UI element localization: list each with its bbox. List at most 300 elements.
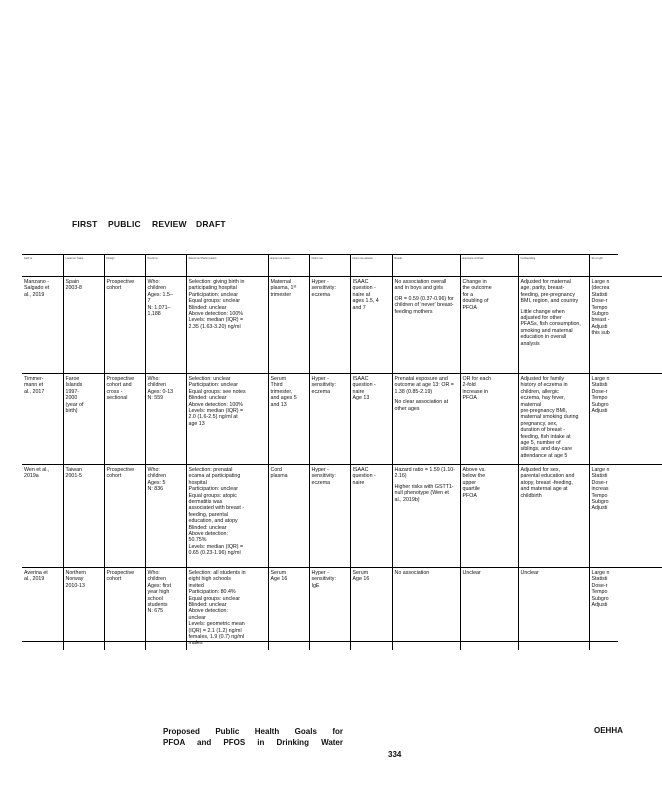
cell-text: Maternal <box>270 279 292 285</box>
cell-text: children <box>147 285 167 292</box>
cell-text: Blinded: unclear <box>188 524 227 531</box>
cell-text: Little change when <box>520 308 565 315</box>
cell-text: Age 16 <box>270 576 288 583</box>
cell-location <box>63 568 104 650</box>
cell-text: eczema <box>311 479 331 486</box>
cell-text: Tempo <box>591 304 608 311</box>
cell-text: this sub <box>591 330 610 337</box>
page-number: 334 <box>388 750 402 759</box>
cell-participants <box>145 277 186 374</box>
cell-design <box>104 374 145 465</box>
cell-text: Hyper - <box>311 570 329 576</box>
study-table <box>22 255 662 650</box>
cell-text: 2-fold <box>462 382 476 389</box>
cell-text: Who: <box>147 376 160 382</box>
cell-text: Large n <box>591 570 610 576</box>
cell-text: Dose-r <box>591 479 608 486</box>
cell-text: IgE <box>311 582 320 589</box>
cell-participants <box>145 568 186 650</box>
cell-text: question - <box>352 473 376 480</box>
cell-text: Prospective <box>106 570 135 576</box>
cell-text: ISAAC <box>352 279 369 285</box>
column-header: Str en gth <box>589 255 662 277</box>
cell-text: Prospective <box>106 376 135 382</box>
cell-text: Who: <box>147 279 160 285</box>
cell-assessment <box>350 374 392 465</box>
cell-text: adjusted for other <box>520 315 562 322</box>
cell-text: Age 16 <box>352 576 370 583</box>
cell-text: children, allergic <box>520 388 559 395</box>
cell-text: Age 13 <box>352 395 370 402</box>
cell-text: Selection: all students in <box>188 570 246 576</box>
cell-text: Wen et al., <box>24 467 50 473</box>
cell-text: 50.75% <box>188 537 207 544</box>
cell-text: cross - <box>106 388 123 395</box>
cell-contrast <box>460 277 518 374</box>
cell-text: Who: <box>147 570 160 576</box>
cell-text: children of 'never' breast- <box>394 302 454 309</box>
cell-text: Subgro <box>591 595 609 602</box>
agency-name: OEHHA <box>594 726 623 735</box>
cell-strength <box>589 374 662 465</box>
cell-text: parental education and <box>520 473 575 480</box>
cell-text: students <box>147 602 168 609</box>
cell-text: Tempo <box>591 395 608 402</box>
cell-text: Adjusted for maternal <box>520 279 571 285</box>
cell-text: age 13 <box>188 420 205 427</box>
cell-text: Adjusti <box>591 408 608 415</box>
draft-word: DRAFT <box>196 219 226 229</box>
cell-text: Equal groups: see notes <box>188 388 246 395</box>
cell-text: increase in <box>462 388 489 395</box>
cell-text: PFOA <box>462 304 477 311</box>
cell-text: children <box>147 382 167 389</box>
cell-result <box>392 568 460 650</box>
cell-location <box>63 465 104 568</box>
cell-text: childbirth <box>520 492 542 499</box>
cell-design <box>104 568 145 650</box>
cell-text: females, 1.9 (0.7) ng/ml <box>188 634 245 641</box>
cell-text: Levels: geometric mean <box>188 621 245 628</box>
cell-text: N: 836 <box>147 486 164 493</box>
cell-text: Adjusti <box>591 323 608 330</box>
cell-text: Equal groups: unclear <box>188 595 241 602</box>
cell-text: Subgro <box>591 401 609 408</box>
cell-text: Serum <box>352 570 369 576</box>
cell-author <box>22 568 63 650</box>
cell-text: OR for each <box>462 376 492 382</box>
column-header: Locati on Years <box>63 255 104 277</box>
cell-text: Levels: median (IQR) = <box>188 408 244 415</box>
cell-text: Subgro <box>591 499 609 506</box>
cell-text: for a <box>462 291 474 298</box>
cell-text: age 5, number of <box>520 440 561 447</box>
table-body <box>22 277 662 650</box>
cell-text: Equal groups: unclear <box>188 298 241 305</box>
cell-text: Blinded: unclear <box>188 395 227 402</box>
cell-text: Dose-r <box>591 298 608 305</box>
cell-confounding <box>518 568 589 650</box>
draft-word: FIRST <box>72 219 98 229</box>
cell-selection <box>186 465 268 568</box>
cell-text: sectional <box>106 395 128 402</box>
cell-text: Above vs. <box>462 467 486 473</box>
cell-text: N: 1,071– <box>147 304 171 311</box>
cell-outcome <box>309 465 350 568</box>
cell-text: al., 2019 <box>24 291 45 298</box>
cell-text: siblings, and day-care <box>520 446 573 453</box>
cell-text: and maternal age at <box>520 486 568 493</box>
cell-text: plasma, 1ˢᵗ <box>270 285 297 292</box>
cell-text: Adjusted for sex, <box>520 467 560 473</box>
cell-text: Subgro <box>591 311 609 318</box>
cell-text: Above detection: <box>188 608 228 615</box>
cell-text: Change in <box>462 279 487 285</box>
cell-text: Large n <box>591 467 610 473</box>
cell-text: birth) <box>65 408 78 415</box>
cell-text: dermatitis was <box>188 499 223 506</box>
cell-text: duration of breast - <box>520 427 565 434</box>
cell-text: PFOA <box>462 395 477 402</box>
cell-text: Taiwan <box>65 467 82 473</box>
cell-result <box>392 277 460 374</box>
cell-text: children <box>147 473 167 480</box>
cell-text: cohort <box>106 285 122 292</box>
cell-text: 2019a <box>24 473 39 480</box>
cell-text: associated with breast - <box>188 505 245 512</box>
cell-text: 2.35 (1.63-3.20) ng/ml <box>188 323 241 330</box>
column-header: Selecti on/ Partici pation <box>186 255 268 277</box>
table-row <box>22 277 662 374</box>
column-header: Pa rtic ip <box>145 255 186 277</box>
draft-header <box>72 219 226 229</box>
cell-text: feeding, pre-pregnancy <box>520 291 575 298</box>
cell-text: naire at <box>352 291 371 298</box>
column-header: Result <box>392 255 460 277</box>
cell-text: Hyper - <box>311 376 329 382</box>
cell-text: mann et <box>24 382 44 389</box>
cell-text: Above detection: 100% <box>188 311 243 318</box>
cell-text: Unclear <box>462 570 481 576</box>
cell-outcome <box>309 568 350 650</box>
cell-text: participating hospital <box>188 285 237 292</box>
cell-text: unclear <box>188 614 206 621</box>
cell-text: below the <box>462 473 486 480</box>
cell-text: 2.0 (1.6-2.5) ng/ml at <box>188 414 238 421</box>
cell-text: trimester <box>270 291 292 298</box>
cell-text: Faroe <box>65 376 80 382</box>
cell-text: BMI, region, and country <box>520 298 579 305</box>
cell-text: Third <box>270 382 283 389</box>
cell-text: smoking and maternal <box>520 327 573 334</box>
cell-text: PFASs, fish consumption, <box>520 321 581 328</box>
cell-text: Above detection: <box>188 531 228 538</box>
cell-participants <box>145 465 186 568</box>
cell-text: 2000 <box>65 395 78 402</box>
cell-text: question - <box>352 285 376 292</box>
cell-design <box>104 277 145 374</box>
cell-strength <box>589 465 662 568</box>
cell-text: Serum <box>270 570 287 576</box>
cell-text: and 7 <box>352 304 366 311</box>
cell-strength <box>589 568 662 650</box>
cell-text: education in overall <box>520 334 567 341</box>
cell-text: Adjusted for family <box>520 376 565 382</box>
cell-text: ecama at participating <box>188 473 241 480</box>
column-header: Expos ure matrix <box>268 255 309 277</box>
draft-word: PUBLIC <box>108 219 141 229</box>
table-row <box>22 465 662 568</box>
cell-text: Selection: prenatal <box>188 467 233 473</box>
table-header-row <box>22 255 662 277</box>
cell-text: Manzano - <box>24 279 50 285</box>
document-title <box>163 726 343 748</box>
table-row <box>22 374 662 465</box>
cell-text: pregnancy, sex, <box>520 420 558 427</box>
cell-text: feeding, fish intake at <box>520 433 571 440</box>
cell-text: Prospective <box>106 467 135 473</box>
cell-text: ISAAC <box>352 467 369 473</box>
cell-author <box>22 465 63 568</box>
cell-text: Prospective <box>106 279 135 285</box>
cell-text: N: 559 <box>147 395 164 402</box>
cell-text: upper <box>462 479 477 486</box>
cell-text: Tempo <box>591 589 608 596</box>
document-title-line: PFOA and PFOS in Drinking Water <box>163 738 343 747</box>
cell-text: Above detection: 100% <box>188 401 243 408</box>
cell-text: sensitivity: <box>311 285 336 292</box>
cell-confounding <box>518 277 589 374</box>
cell-assessment <box>350 465 392 568</box>
cell-text: Statisti <box>591 291 608 298</box>
cell-text: Participation: unclear <box>188 382 238 389</box>
cell-selection <box>186 277 268 374</box>
cell-participants <box>145 374 186 465</box>
cell-text: maternal smoking during <box>520 414 579 421</box>
cell-text: atopy, breast -feeding, <box>520 479 573 486</box>
cell-strength <box>589 277 662 374</box>
cell-text: Ages: 5 <box>147 479 166 486</box>
cell-author <box>22 374 63 465</box>
cell-text: eczema <box>311 291 331 298</box>
column-header: Exposure contrast <box>460 255 518 277</box>
cell-text: Statisti <box>591 473 608 480</box>
cell-text: Timmer- <box>24 376 44 382</box>
cell-text: 2.16) <box>394 473 407 480</box>
draft-word: REVIEW <box>152 219 187 229</box>
column-header: Outco me <box>309 255 350 277</box>
cell-design <box>104 465 145 568</box>
cell-text: eczema <box>311 388 331 395</box>
study-table-wrapper <box>22 254 618 647</box>
cell-text: null phenotype (Wen et <box>394 490 449 497</box>
cell-text: 0.65 (0.23-1.96) ng/ml <box>188 550 241 557</box>
cell-assessment <box>350 277 392 374</box>
cell-text: 1997- <box>65 388 80 395</box>
cell-text: Dose-r <box>591 582 608 589</box>
cell-selection <box>186 374 268 465</box>
cell-text: cohort and <box>106 382 132 389</box>
cell-selection <box>186 568 268 650</box>
cell-text: Hyper - <box>311 467 329 473</box>
cell-text: Participation: 80.4% <box>188 589 236 596</box>
cell-text: cohort <box>106 576 122 583</box>
column-header: Design <box>104 255 145 277</box>
cell-text: Tempo <box>591 492 608 499</box>
cell-text: al., 2019 <box>24 576 45 583</box>
cell-text: Selection: unclear <box>188 376 231 382</box>
cell-contrast <box>460 465 518 568</box>
cell-text: Dose-r <box>591 388 608 395</box>
cell-text: hospital <box>188 479 207 486</box>
cell-text: doubling of <box>462 298 489 305</box>
cell-text: Blinded: unclear <box>188 304 227 311</box>
cell-matrix <box>268 277 309 374</box>
cell-text: al., 2017 <box>24 388 45 395</box>
cell-text: education, and atopy <box>188 518 238 525</box>
cell-text: Serum <box>270 376 287 382</box>
cell-text: Statisti <box>591 576 608 583</box>
cell-text: quartile <box>462 486 480 493</box>
cell-text: age, parity, breast- <box>520 285 565 292</box>
cell-text: ISAAC <box>352 376 369 382</box>
cell-text: analysis <box>520 340 540 347</box>
cell-text: year high <box>147 589 170 596</box>
cell-text: al., 2019b) <box>394 496 420 503</box>
cell-text: PFOA <box>462 492 477 499</box>
cell-text: OR = 0.59 (0.37-0.96) for <box>394 295 454 302</box>
cell-text: Adjusti <box>591 505 608 512</box>
column-header: Auth or <box>22 255 63 277</box>
cell-text: history of eczema in <box>520 382 568 389</box>
cell-confounding <box>518 465 589 568</box>
cell-text: (year of <box>65 401 84 408</box>
cell-text: Equal groups: atopic <box>188 492 237 499</box>
cell-text: Participation: unclear <box>188 291 238 298</box>
cell-text: eczema, hay fever, <box>520 395 565 402</box>
cell-contrast <box>460 374 518 465</box>
cell-text: 2003-8 <box>65 285 82 292</box>
cell-text: Ages: 0-13 <box>147 388 174 395</box>
cell-location <box>63 374 104 465</box>
cell-text: Cord <box>270 467 282 473</box>
cell-text: the outcome <box>462 285 492 292</box>
cell-text: attendance at age 5 <box>520 452 568 459</box>
cell-text: 2001-5 <box>65 473 82 480</box>
cell-text: N: 675 <box>147 608 164 615</box>
cell-result <box>392 465 460 568</box>
cell-matrix <box>268 568 309 650</box>
cell-text: question - <box>352 382 376 389</box>
cell-text: maternal <box>520 401 542 408</box>
cell-text: increas <box>591 486 609 493</box>
cell-text: males <box>188 640 203 647</box>
cell-text: Salgado et <box>24 285 50 292</box>
cell-text: cohort <box>106 473 122 480</box>
cell-text: and ages 5 <box>270 395 297 402</box>
cell-result <box>392 374 460 465</box>
cell-outcome <box>309 374 350 465</box>
cell-text: school <box>147 595 163 602</box>
cell-text: 1,188 <box>147 311 161 318</box>
cell-assessment <box>350 568 392 650</box>
cell-text: plasma <box>270 473 288 480</box>
cell-text: sensitivity: <box>311 382 336 389</box>
cell-text: Blinded: unclear <box>188 602 227 609</box>
document-title-line: Proposed Public Health Goals for <box>163 727 343 736</box>
cell-text: Norway <box>65 576 84 583</box>
cell-matrix <box>268 374 309 465</box>
cell-author <box>22 277 63 374</box>
cell-text: Adjusti <box>591 602 608 609</box>
cell-text: feeding mothers <box>394 308 433 315</box>
cell-text: 1.38 (0.85-2.19) <box>394 388 433 395</box>
cell-text: Selection: giving birth in <box>188 279 245 285</box>
cell-text: naire <box>352 479 365 486</box>
cell-matrix <box>268 465 309 568</box>
cell-text: 2010-13 <box>65 582 85 589</box>
cell-text: Ages: 1.5– <box>147 291 173 298</box>
cell-text: feeding, parental <box>188 511 228 518</box>
cell-text: Levels: median (IQR) = <box>188 317 244 324</box>
cell-text: Large n <box>591 376 610 382</box>
cell-text: other ages <box>394 405 420 412</box>
cell-text: Northern <box>65 570 87 576</box>
column-header: Outco me assess. <box>350 255 392 277</box>
cell-text: invited <box>188 582 204 589</box>
cell-text: sensitivity: <box>311 576 336 583</box>
cell-text: trimester, <box>270 388 293 395</box>
cell-text: No association overall <box>394 279 447 285</box>
cell-text: sensitivity: <box>311 473 336 480</box>
column-header: Confounding <box>518 255 589 277</box>
table-row <box>22 568 662 650</box>
cell-text: No clear association at <box>394 399 449 406</box>
cell-text: Unclear <box>520 570 539 576</box>
cell-text: Who: <box>147 467 160 473</box>
cell-text: Large n <box>591 279 610 285</box>
cell-text: (decrea <box>591 285 610 292</box>
cell-text: No association <box>394 570 430 576</box>
cell-text: Statisti <box>591 382 608 389</box>
cell-text: naire <box>352 388 365 395</box>
cell-text: 7 <box>147 298 151 305</box>
cell-text: (IQR) = 2.1 (1.2) ng/ml <box>188 627 242 634</box>
cell-text: children <box>147 576 167 583</box>
cell-location <box>63 277 104 374</box>
cell-text: Averina et <box>24 570 48 576</box>
cell-text: and 13 <box>270 401 287 408</box>
cell-confounding <box>518 374 589 465</box>
cell-outcome <box>309 277 350 374</box>
cell-text: Levels: median (IQR) = <box>188 543 244 550</box>
cell-text: Hyper - <box>311 279 329 285</box>
cell-text: pre-pregnancy BMI, <box>520 408 568 415</box>
cell-text: Higher risks with GSTT1- <box>394 483 454 490</box>
cell-text: Ages: first <box>147 582 172 589</box>
cell-text: eight high schools <box>188 576 231 583</box>
cell-text: Participation: unclear <box>188 486 238 493</box>
cell-text: breast - <box>591 317 610 324</box>
cell-text: and in boys and girls <box>394 285 444 292</box>
cell-text: Islands <box>65 382 83 389</box>
cell-contrast <box>460 568 518 650</box>
cell-text: ages 1.5, 4 <box>352 298 379 305</box>
cell-text: Hazard ratio = 1.59 (1.10- <box>394 467 456 473</box>
cell-text: Prenatal exposure and <box>394 376 448 382</box>
cell-text: Spain <box>65 279 80 285</box>
cell-text: outcome at age 13: OR = <box>394 382 454 389</box>
